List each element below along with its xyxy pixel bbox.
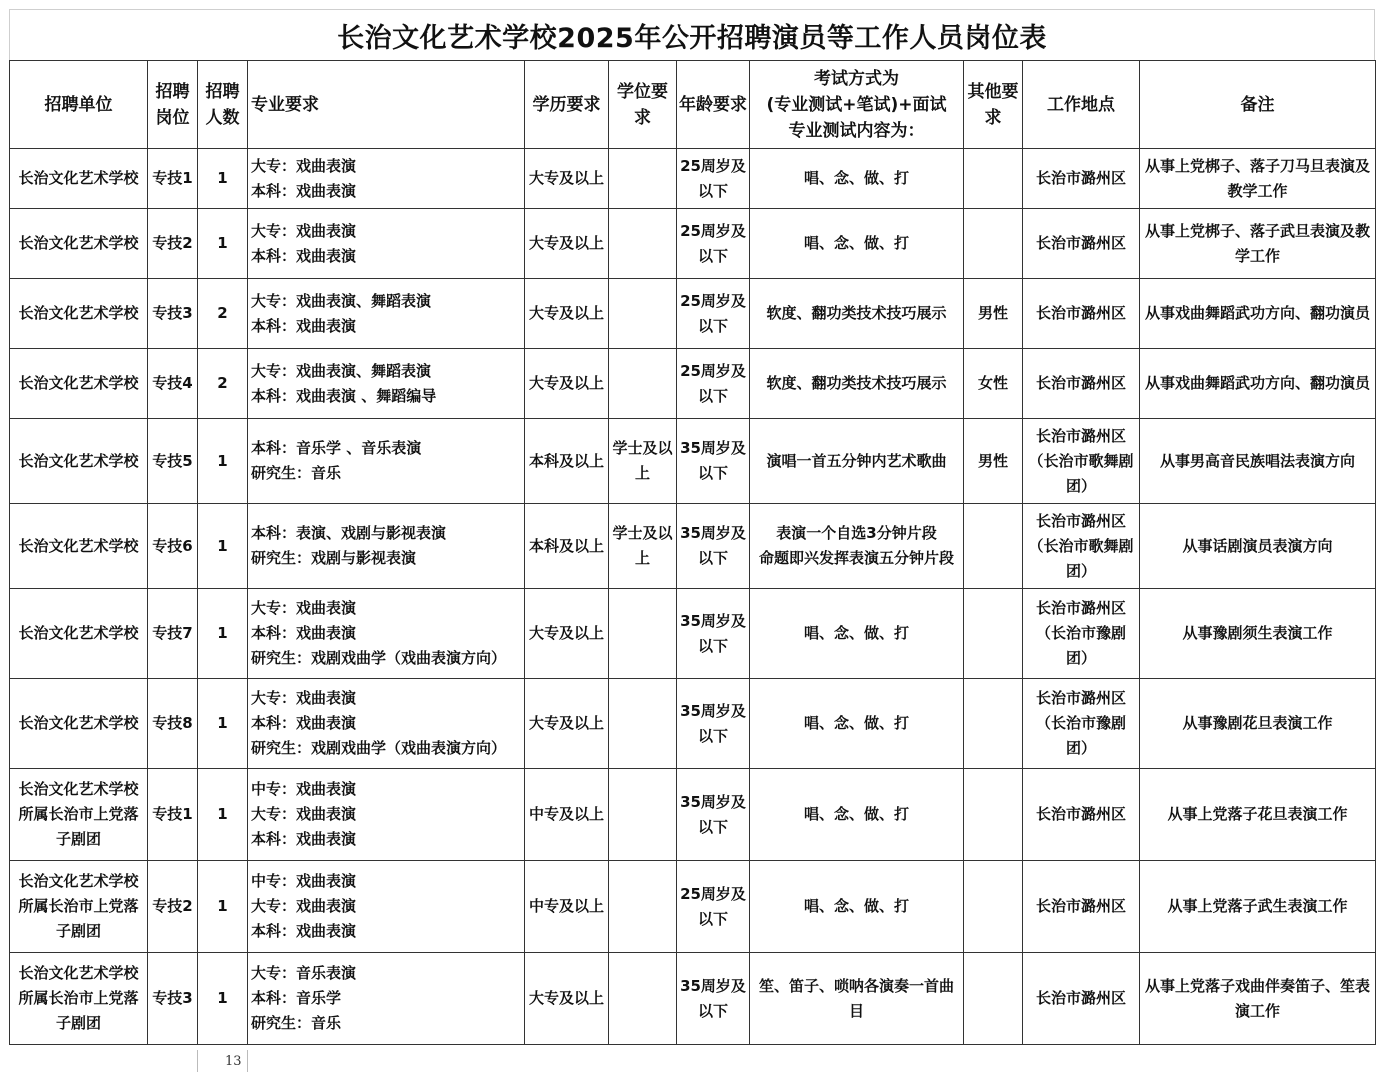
cell-edu: 本科及以上 xyxy=(525,504,609,589)
cell-age: 35周岁及以下 xyxy=(677,504,750,589)
cell-major-line: 本科：戏曲表演 xyxy=(251,181,357,200)
cell-place: 长治市潞州区（长治市豫剧团） xyxy=(1023,679,1140,769)
cell-age: 35周岁及以下 xyxy=(677,419,750,504)
cell-degree xyxy=(609,769,677,861)
cell-unit: 长治文化艺术学校 xyxy=(10,279,148,349)
cell-place: 长治市潞州区 xyxy=(1023,861,1140,953)
cell-major xyxy=(248,349,525,419)
cell-count: 2 xyxy=(198,349,248,419)
cell-edu: 大专及以上 xyxy=(525,953,609,1045)
table-row xyxy=(10,349,1376,419)
cell-count: 1 xyxy=(198,589,248,679)
header-row xyxy=(10,61,1376,149)
cell-other: 男性 xyxy=(964,279,1023,349)
cell-unit: 长治文化艺术学校 xyxy=(10,679,148,769)
footer-number: 13 xyxy=(225,1054,242,1069)
cell-post: 专技6 xyxy=(148,504,198,589)
cell-exam-line: 表演一个自选3分钟片段 xyxy=(776,524,937,542)
table-row xyxy=(10,589,1376,679)
cell-major xyxy=(248,861,525,953)
table-row xyxy=(10,149,1376,209)
cell-exam xyxy=(750,953,964,1045)
cell-major-line: 本科：戏曲表演 xyxy=(251,922,357,940)
cell-age: 25周岁及以下 xyxy=(677,279,750,349)
cell-place: 长治市潞州区 xyxy=(1023,953,1140,1045)
document-frame xyxy=(9,9,1375,1045)
table-row xyxy=(10,769,1376,861)
cell-edu: 大专及以上 xyxy=(525,679,609,769)
cell-major-line: 本科：戏曲表演 xyxy=(251,316,357,335)
cell-place: 长治市潞州区 xyxy=(1023,279,1140,349)
cell-exam xyxy=(750,589,964,679)
header-exam-line3: 专业测试内容为： xyxy=(788,120,925,141)
cell-major-line: 研究生：音乐 xyxy=(251,464,342,482)
cell-place: 长治市潞州区（长治市歌舞剧团） xyxy=(1023,419,1140,504)
cell-count: 1 xyxy=(198,679,248,769)
cell-unit: 长治文化艺术学校 xyxy=(10,589,148,679)
cell-major-line: 大专：戏曲表演 xyxy=(251,156,357,175)
cell-exam-line: 演唱一首五分钟内艺术歌曲 xyxy=(766,451,947,470)
cell-unit: 长治文化艺术学校 xyxy=(10,504,148,589)
cell-major-line: 大专：戏曲表演 xyxy=(251,689,357,707)
cell-other: 男性 xyxy=(964,419,1023,504)
cell-unit: 长治文化艺术学校所属长治市上党落子剧团 xyxy=(10,953,148,1045)
cell-degree: 学士及以上 xyxy=(609,419,677,504)
cell-unit: 长治文化艺术学校所属长治市上党落子剧团 xyxy=(10,769,148,861)
table-row xyxy=(10,279,1376,349)
cell-major-line: 大专：戏曲表演 xyxy=(251,897,357,915)
cell-count: 2 xyxy=(198,279,248,349)
cell-edu: 大专及以上 xyxy=(525,149,609,209)
cell-exam-line: 唱、念、做、打 xyxy=(803,624,909,642)
cell-unit: 长治文化艺术学校 xyxy=(10,419,148,504)
cell-major-line: 研究生：戏剧戏曲学（戏曲表演方向） xyxy=(251,649,507,667)
cell-post: 专技4 xyxy=(148,349,198,419)
cell-note: 从事上党梆子、落子刀马旦表演及教学工作 xyxy=(1140,149,1376,209)
cell-note: 从事戏曲舞蹈武功方向、翻功演员 xyxy=(1140,279,1376,349)
cell-age: 25周岁及以下 xyxy=(677,861,750,953)
cell-major xyxy=(248,953,525,1045)
cell-other xyxy=(964,861,1023,953)
cell-note: 从事上党梆子、落子武旦表演及教学工作 xyxy=(1140,209,1376,279)
cell-major xyxy=(248,419,525,504)
cell-post: 专技7 xyxy=(148,589,198,679)
cell-degree xyxy=(609,679,677,769)
cell-exam-line: 唱、念、做、打 xyxy=(803,714,909,732)
cell-edu: 大专及以上 xyxy=(525,209,609,279)
header-edu: 学历要求 xyxy=(525,61,609,149)
cell-major xyxy=(248,589,525,679)
header-exam-line2: (专业测试+笔试)+面试 xyxy=(766,94,947,115)
cell-post: 专技2 xyxy=(148,861,198,953)
cell-exam-line: 软度、翻功类技术技巧展示 xyxy=(766,304,947,322)
cell-unit: 长治文化艺术学校 xyxy=(10,209,148,279)
cell-place: 长治市潞州区 xyxy=(1023,769,1140,861)
cell-major-line: 大专：戏曲表演、舞蹈表演 xyxy=(251,291,432,310)
cell-other xyxy=(964,953,1023,1045)
cell-age: 35周岁及以下 xyxy=(677,589,750,679)
cell-age: 25周岁及以下 xyxy=(677,149,750,209)
cell-degree xyxy=(609,953,677,1045)
cell-exam xyxy=(750,769,964,861)
header-exam xyxy=(750,61,964,149)
cell-major-line: 本科：戏曲表演 xyxy=(251,624,357,642)
cell-major-line: 本科：戏曲表演 xyxy=(251,246,357,265)
cell-note: 从事上党落子戏曲伴奏笛子、笙表演工作 xyxy=(1140,953,1376,1045)
cell-age: 25周岁及以下 xyxy=(677,349,750,419)
cell-other xyxy=(964,149,1023,209)
cell-note: 从事上党落子花旦表演工作 xyxy=(1140,769,1376,861)
cell-count: 1 xyxy=(198,769,248,861)
table-row xyxy=(10,504,1376,589)
cell-count: 1 xyxy=(198,209,248,279)
cell-place: 长治市潞州区（长治市豫剧团） xyxy=(1023,589,1140,679)
cell-major-line: 大专：戏曲表演 xyxy=(251,805,357,823)
cell-degree xyxy=(609,349,677,419)
header-unit: 招聘单位 xyxy=(10,61,148,149)
cell-place: 长治市潞州区 xyxy=(1023,349,1140,419)
table-row xyxy=(10,419,1376,504)
cell-major xyxy=(248,279,525,349)
cell-edu: 大专及以上 xyxy=(525,349,609,419)
cell-post: 专技3 xyxy=(148,279,198,349)
header-other: 其他要求 xyxy=(964,61,1023,149)
cell-other xyxy=(964,679,1023,769)
cell-age: 25周岁及以下 xyxy=(677,209,750,279)
cell-major-line: 研究生：戏剧与影视表演 xyxy=(251,549,417,567)
cell-other: 女性 xyxy=(964,349,1023,419)
header-major: 专业要求 xyxy=(248,61,525,149)
cell-post: 专技8 xyxy=(148,679,198,769)
cell-edu: 中专及以上 xyxy=(525,769,609,861)
cell-degree xyxy=(609,209,677,279)
cell-degree xyxy=(609,149,677,209)
cell-other xyxy=(964,769,1023,861)
cell-post: 专技3 xyxy=(148,953,198,1045)
cell-exam-line: 唱、念、做、打 xyxy=(803,897,909,915)
table-body xyxy=(10,149,1376,1045)
cell-exam-line: 软度、翻功类技术技巧展示 xyxy=(766,374,947,392)
cell-major-line: 本科：音乐学 、音乐表演 xyxy=(251,439,422,457)
cell-note: 从事豫剧花旦表演工作 xyxy=(1140,679,1376,769)
cell-major xyxy=(248,769,525,861)
cell-exam-line: 笙、笛子、唢呐各演奏一首曲目 xyxy=(758,976,954,1020)
cell-degree: 学士及以上 xyxy=(609,504,677,589)
cell-edu: 本科及以上 xyxy=(525,419,609,504)
cell-post: 专技1 xyxy=(148,149,198,209)
cell-place: 长治市潞州区 xyxy=(1023,209,1140,279)
cell-place: 长治市潞州区 xyxy=(1023,149,1140,209)
cell-count: 1 xyxy=(198,861,248,953)
header-note: 备注 xyxy=(1140,61,1376,149)
header-exam-line1: 考试方式为 xyxy=(814,68,899,89)
cell-age: 35周岁及以下 xyxy=(677,679,750,769)
page-title: 长治文化艺术学校2025年公开招聘演员等工作人员岗位表 xyxy=(9,9,1375,60)
cell-major-line: 本科：戏曲表演 、舞蹈编导 xyxy=(251,386,437,405)
cell-age: 35周岁及以下 xyxy=(677,769,750,861)
cell-major-line: 本科：戏曲表演 xyxy=(251,714,357,732)
cell-degree xyxy=(609,279,677,349)
cell-note: 从事戏曲舞蹈武功方向、翻功演员 xyxy=(1140,349,1376,419)
positions-table xyxy=(9,60,1376,1045)
cell-edu: 中专及以上 xyxy=(525,861,609,953)
cell-major-line: 中专：戏曲表演 xyxy=(251,780,357,798)
cell-exam-line: 唱、念、做、打 xyxy=(803,234,909,252)
cell-exam xyxy=(750,504,964,589)
cell-edu: 大专及以上 xyxy=(525,589,609,679)
cell-note: 从事上党落子武生表演工作 xyxy=(1140,861,1376,953)
table-row xyxy=(10,679,1376,769)
cell-unit: 长治文化艺术学校所属长治市上党落子剧团 xyxy=(10,861,148,953)
cell-count: 1 xyxy=(198,953,248,1045)
cell-exam-line: 命题即兴发挥表演五分钟片段 xyxy=(758,549,954,567)
cell-post: 专技5 xyxy=(148,419,198,504)
cell-count: 1 xyxy=(198,149,248,209)
cell-exam xyxy=(750,279,964,349)
cell-other xyxy=(964,589,1023,679)
cell-note: 从事豫剧须生表演工作 xyxy=(1140,589,1376,679)
cell-major-line: 本科：戏曲表演 xyxy=(251,830,357,848)
cell-exam-line: 唱、念、做、打 xyxy=(803,169,909,187)
header-post: 招聘岗位 xyxy=(148,61,198,149)
table-row xyxy=(10,861,1376,953)
header-age: 年龄要求 xyxy=(677,61,750,149)
cell-count: 1 xyxy=(198,504,248,589)
cell-major-line: 大专：戏曲表演 xyxy=(251,221,357,240)
cell-exam-line: 唱、念、做、打 xyxy=(803,805,909,823)
cell-edu: 大专及以上 xyxy=(525,279,609,349)
cell-degree xyxy=(609,589,677,679)
table-row xyxy=(10,953,1376,1045)
cell-major-line: 大专：音乐表演 xyxy=(251,964,357,982)
cell-major-line: 本科：表演、戏剧与影视表演 xyxy=(251,524,447,542)
cell-exam xyxy=(750,149,964,209)
cell-exam xyxy=(750,861,964,953)
cell-post: 专技2 xyxy=(148,209,198,279)
cell-age: 35周岁及以下 xyxy=(677,953,750,1045)
cell-major-line: 研究生：戏剧戏曲学（戏曲表演方向） xyxy=(251,739,507,757)
cell-exam xyxy=(750,419,964,504)
cell-note: 从事话剧演员表演方向 xyxy=(1140,504,1376,589)
cell-unit: 长治文化艺术学校 xyxy=(10,349,148,419)
cell-unit: 长治文化艺术学校 xyxy=(10,149,148,209)
cell-other xyxy=(964,209,1023,279)
cell-major-line: 中专：戏曲表演 xyxy=(251,872,357,890)
cell-exam xyxy=(750,679,964,769)
cell-exam xyxy=(750,209,964,279)
cell-major-line: 大专：戏曲表演、舞蹈表演 xyxy=(251,361,432,380)
header-count: 招聘人数 xyxy=(198,61,248,149)
cell-exam xyxy=(750,349,964,419)
cell-count: 1 xyxy=(198,419,248,504)
header-degree: 学位要求 xyxy=(609,61,677,149)
cell-degree xyxy=(609,861,677,953)
cell-major xyxy=(248,209,525,279)
header-place: 工作地点 xyxy=(1023,61,1140,149)
table-row xyxy=(10,209,1376,279)
cell-major-line: 研究生：音乐 xyxy=(251,1014,342,1032)
cell-other xyxy=(964,504,1023,589)
cell-major xyxy=(248,679,525,769)
cell-note: 从事男高音民族唱法表演方向 xyxy=(1140,419,1376,504)
cell-major xyxy=(248,504,525,589)
cell-major-line: 本科：音乐学 xyxy=(251,989,342,1007)
cell-place: 长治市潞州区（长治市歌舞剧团） xyxy=(1023,504,1140,589)
cell-post: 专技1 xyxy=(148,769,198,861)
cell-major-line: 大专：戏曲表演 xyxy=(251,599,357,617)
cell-major xyxy=(248,149,525,209)
